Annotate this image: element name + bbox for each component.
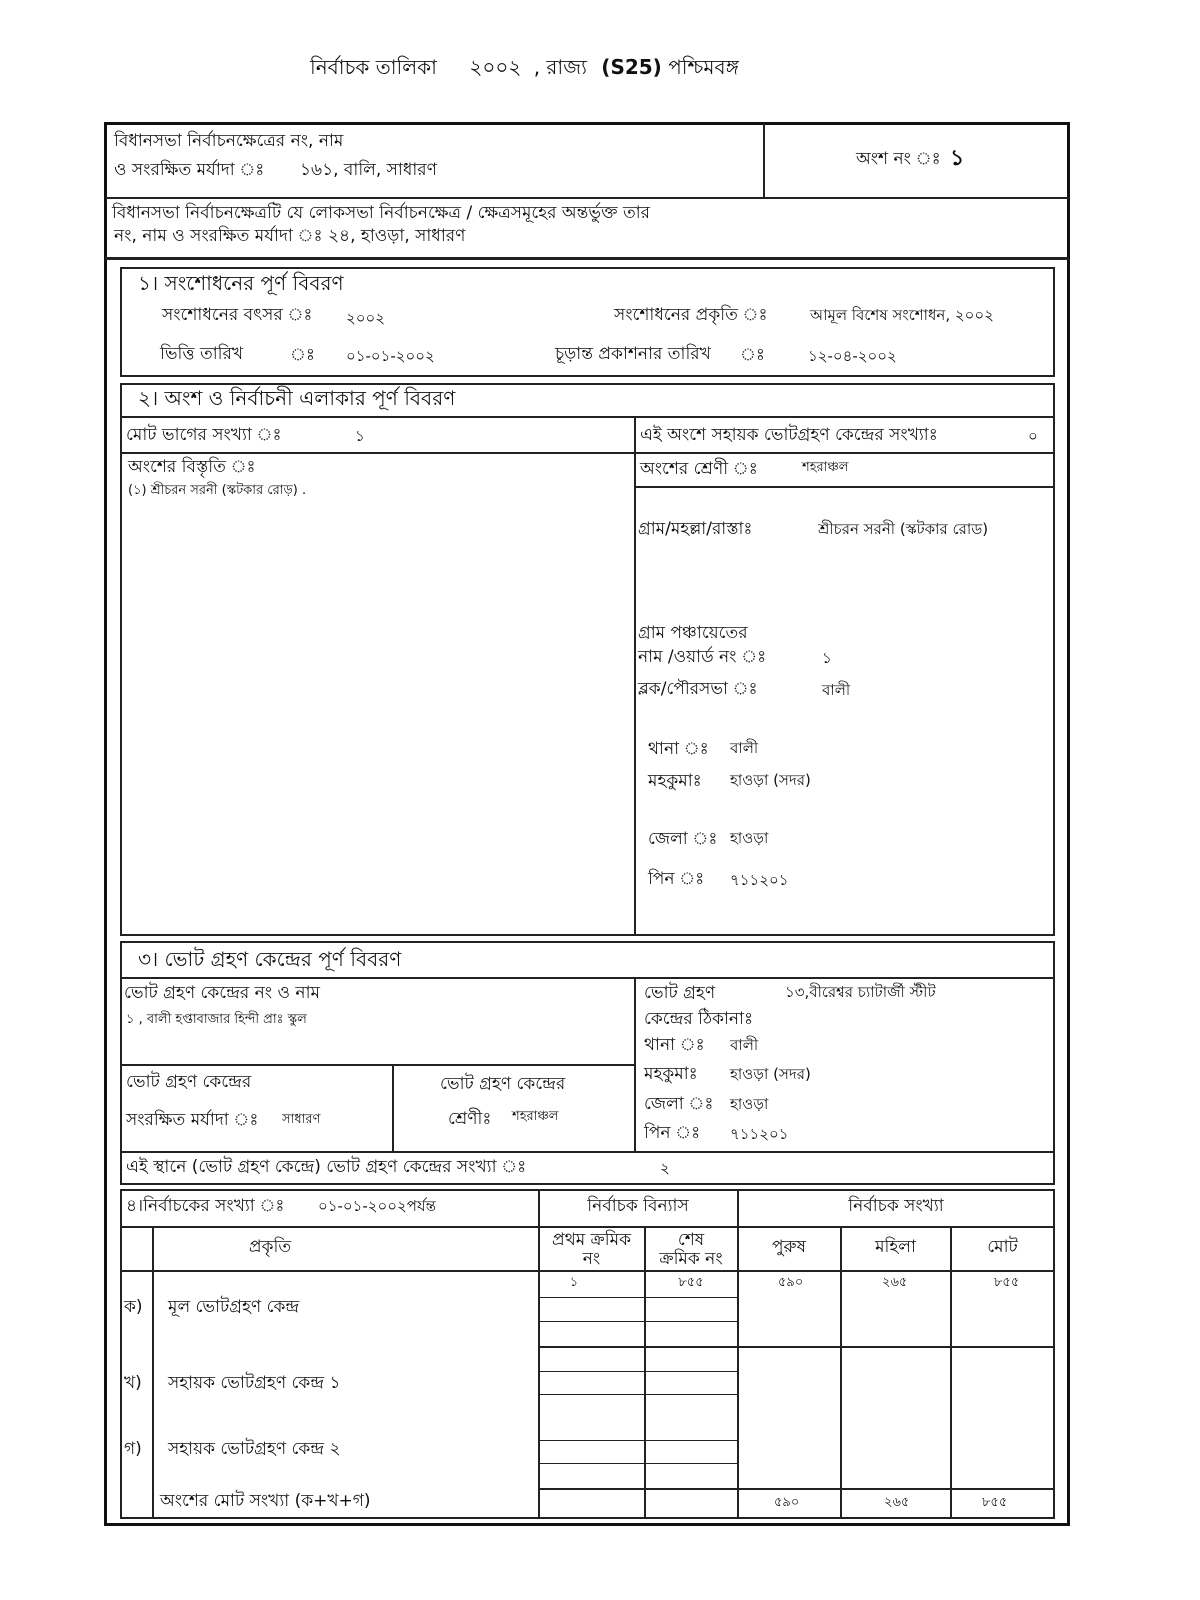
serial-subline <box>539 1394 737 1395</box>
final-pub-label: চূড়ান্ত প্রকাশনার তারিখ <box>555 344 711 364</box>
centre-category-value: শহরাঞ্চল <box>512 1109 559 1124</box>
row-key: গ) <box>124 1439 142 1459</box>
serial-subline <box>539 1371 737 1372</box>
totals-row-line <box>539 1488 1054 1490</box>
row-last-serial: ৮৫৫ <box>678 1275 704 1290</box>
total-sections-value: ১ <box>355 427 365 445</box>
row-key: খ) <box>124 1373 142 1393</box>
total-sections-label: মোট ভাগের সংখ্যা ঃ <box>126 425 282 445</box>
table-header-line <box>121 1226 1054 1228</box>
centre-thana-label: থানা ঃ <box>644 1035 705 1055</box>
section2-heading: ২। অংশ ও নির্বাচনী এলাকার পূর্ণ বিবরণ <box>138 386 456 410</box>
centre-reserved-value: সাধারণ <box>282 1112 321 1127</box>
base-date-label: ভিত্তি তারিখ <box>160 344 244 364</box>
section2-divider <box>634 417 636 935</box>
table-colhead-line <box>121 1270 1054 1272</box>
electors-count-header: নির্বাচক সংখ্যা <box>848 1196 944 1216</box>
extent-label: অংশের বিস্তৃতি ঃ <box>128 457 256 477</box>
col-male: পুরুষ <box>772 1237 806 1257</box>
section3-bottom-line <box>121 1151 1054 1153</box>
row-key: ক) <box>124 1297 143 1317</box>
centre-no-name-value: ১ , বালী হপ্তাবাজার হিন্দী প্রাঃ স্কুল <box>126 1012 307 1027</box>
electors-as-of: ০১-০১-২০০২পর্যন্ত <box>318 1197 436 1215</box>
col-total: মোট <box>987 1237 1018 1257</box>
header-divider <box>763 123 765 198</box>
count-here-value: ২ <box>660 1159 670 1177</box>
village-value: শ্রীচরন সরনী (স্কটকার রোড) <box>818 520 989 538</box>
centre-subdivision-value: হাওড়া (সদর) <box>730 1065 811 1083</box>
thana-value: বালী <box>730 739 759 757</box>
row-a-bottom-line <box>539 1346 1054 1348</box>
col-female: মহিলা <box>875 1237 916 1257</box>
electors-layout-header: নির্বাচক বিন্যাস <box>587 1196 689 1216</box>
row-label: মূল ভোটগ্রহণ কেন্দ্র <box>168 1297 300 1317</box>
loksabha-value: ২৪, হাওড়া, সাধারণ <box>328 226 466 246</box>
revision-type-label: সংশোধনের প্রকৃতি ঃ <box>614 305 768 325</box>
centre-address-label-line1: ভোট গ্রহণ <box>644 983 716 1003</box>
part-label: অংশ নং ঃ <box>856 149 941 169</box>
pin-value: ৭১১২০১ <box>730 871 789 889</box>
totals-total: ৮৫৫ <box>982 1495 1008 1510</box>
centre-category-label-line2: শ্রেণীঃ <box>448 1109 492 1129</box>
title-year: ২০০২ <box>469 55 522 79</box>
count-here-label: এই স্থানে (ভোট গ্রহণ কেন্দ্রে) ভোট গ্রহণ কেন্দ্রের সংখ্যা ঃ <box>126 1157 527 1177</box>
centre-thana-value: বালী <box>730 1036 759 1054</box>
village-label: গ্রাম/মহল্লা/রাস্তাঃ <box>638 519 753 539</box>
panchayat-value: ১ <box>822 649 832 667</box>
thana-label: থানা ঃ <box>648 739 709 759</box>
assembly-value: ১৬১, বালি, সাধারণ <box>300 160 437 180</box>
centre-reserved-label-line2: সংরক্ষিত মর্যাদা ঃ <box>126 1110 259 1130</box>
centre-subdivision-label: মহকুমাঃ <box>644 1064 698 1084</box>
section3-divider <box>634 978 636 1152</box>
subdivision-label: মহকুমাঃ <box>648 771 702 791</box>
centre-pin-label: পিন ঃ <box>644 1123 701 1143</box>
base-date-value: ০১-০১-২০০২ <box>346 347 435 365</box>
pin-label: পিন ঃ <box>648 869 705 889</box>
totals-label: অংশের মোট সংখ্যা (ক+খ+গ) <box>160 1491 371 1511</box>
serial-subline <box>539 1463 737 1464</box>
section2-heading-line <box>121 416 1054 418</box>
centre-district-label: জেলা ঃ <box>644 1094 714 1114</box>
block-label: ব্লক/পৌরসভা ঃ <box>638 679 758 699</box>
category-label: অংশের শ্রেণী ঃ <box>640 459 758 479</box>
centre-address-value: ১৩,বীরেশ্বর চ্যাটার্জী স্টীট <box>785 983 936 1001</box>
final-pub-value: ১২-০৪-২০০২ <box>808 347 897 365</box>
centre-address-label-line2: কেন্দ্রের ঠিকানাঃ <box>644 1009 754 1029</box>
row-label: সহায়ক ভোটগ্রহণ কেন্দ্র ২ <box>168 1439 341 1459</box>
col-first-serial-l2: নং <box>582 1249 601 1269</box>
row-total: ৮৫৫ <box>994 1275 1020 1290</box>
assembly-label-line1: বিধানসভা নির্বাচনক্ষেত্রের নং, নাম <box>114 131 344 151</box>
title-state-label: , রাজ্য <box>533 55 587 79</box>
header-row-line <box>105 197 1069 199</box>
aux-centres-label: এই অংশে সহায়ক ভোটগ্রহণ কেন্দ্রের সংখ্যাঃ <box>640 425 938 445</box>
row-first-serial: ১ <box>569 1275 579 1290</box>
centre-no-name-label: ভোট গ্রহণ কেন্দ্রের নং ও নাম <box>124 983 320 1003</box>
revision-type-value: আমূল বিশেষ সংশোধন, ২০০২ <box>810 306 994 324</box>
district-label: জেলা ঃ <box>648 829 718 849</box>
revision-year-label: সংশোধনের বৎসর ঃ <box>162 305 313 325</box>
title-state-name: পশ্চিমবঙ্গ <box>668 55 739 79</box>
section1-heading: ১। সংশোধনের পূর্ণ বিবরণ <box>138 271 344 295</box>
electors-count-heading: ৪।নির্বাচকের সংখ্যা ঃ <box>126 1196 285 1216</box>
panchayat-label-line1: গ্রাম পঞ্চায়েতের <box>638 623 748 643</box>
serial-subline <box>539 1440 737 1441</box>
serial-subline <box>539 1321 737 1322</box>
col-nature: প্রকৃতি <box>248 1237 292 1257</box>
totals-female: ২৬৫ <box>884 1495 910 1510</box>
title-label: নির্বাচক তালিকা <box>310 55 437 79</box>
col-last-serial-l1: শেষ <box>677 1230 705 1250</box>
centre-reserved-label-line1: ভোট গ্রহণ কেন্দ্রের <box>126 1072 252 1092</box>
extent-value: (১) শ্রীচরন সরনী (স্কটকার রোড়) . <box>128 483 307 498</box>
panchayat-label-line2: নাম /ওয়ার্ড নং ঃ <box>638 647 767 667</box>
section2-category-line <box>635 486 1054 488</box>
assembly-label-line2: ও সংরক্ষিত মর্যাদা ঃ <box>114 160 265 180</box>
col-last-serial-l2: ক্রমিক নং <box>659 1249 723 1269</box>
totals-male: ৫৯০ <box>774 1495 800 1510</box>
section3-mid-line <box>121 1064 634 1066</box>
header-bottom-line <box>105 257 1069 260</box>
section2-box <box>120 383 1055 936</box>
title-state-code: (S25) <box>601 55 662 79</box>
section3-heading: ৩। ভোট গ্রহণ কেন্দ্রের পূর্ণ বিবরণ <box>138 947 402 971</box>
section3-sub-divider <box>392 1065 394 1152</box>
section3-heading-line <box>121 977 1054 979</box>
centre-pin-value: ৭১১২০১ <box>730 1125 789 1143</box>
row-female: ২৬৫ <box>882 1275 908 1290</box>
loksabha-label-line1: বিধানসভা নির্বাচনক্ষেত্রটি যে লোকসভা নির্বাচনক্ষেত্র / ক্ষেত্রসমূহের অন্তর্ভুক্ত তার <box>112 203 650 223</box>
document-title <box>310 56 739 78</box>
revision-year-value: ২০০২ <box>346 309 386 327</box>
row-male: ৫৯০ <box>778 1275 804 1290</box>
col-first-serial-l1: প্রথম ক্রমিক <box>552 1230 631 1250</box>
block-value: বালী <box>822 681 851 699</box>
aux-centres-value: ০ <box>1028 427 1038 445</box>
row-label: সহায়ক ভোটগ্রহণ কেন্দ্র ১ <box>168 1373 341 1393</box>
base-date-colon: ঃ <box>290 345 315 365</box>
serial-subline <box>539 1297 737 1298</box>
section2-row-line <box>121 452 1054 454</box>
loksabha-label-line2: নং, নাম ও সংরক্ষিত মর্যাদা ঃ <box>114 226 323 246</box>
category-value: শহরাঞ্চল <box>802 460 849 475</box>
subdivision-value: হাওড়া (সদর) <box>730 771 811 789</box>
district-value: হাওড়া <box>730 829 769 847</box>
centre-category-label-line1: ভোট গ্রহণ কেন্দ্রের <box>440 1074 566 1094</box>
centre-district-value: হাওড়া <box>730 1095 769 1113</box>
final-pub-colon: ঃ <box>740 345 765 365</box>
part-value: ১ <box>950 146 965 171</box>
